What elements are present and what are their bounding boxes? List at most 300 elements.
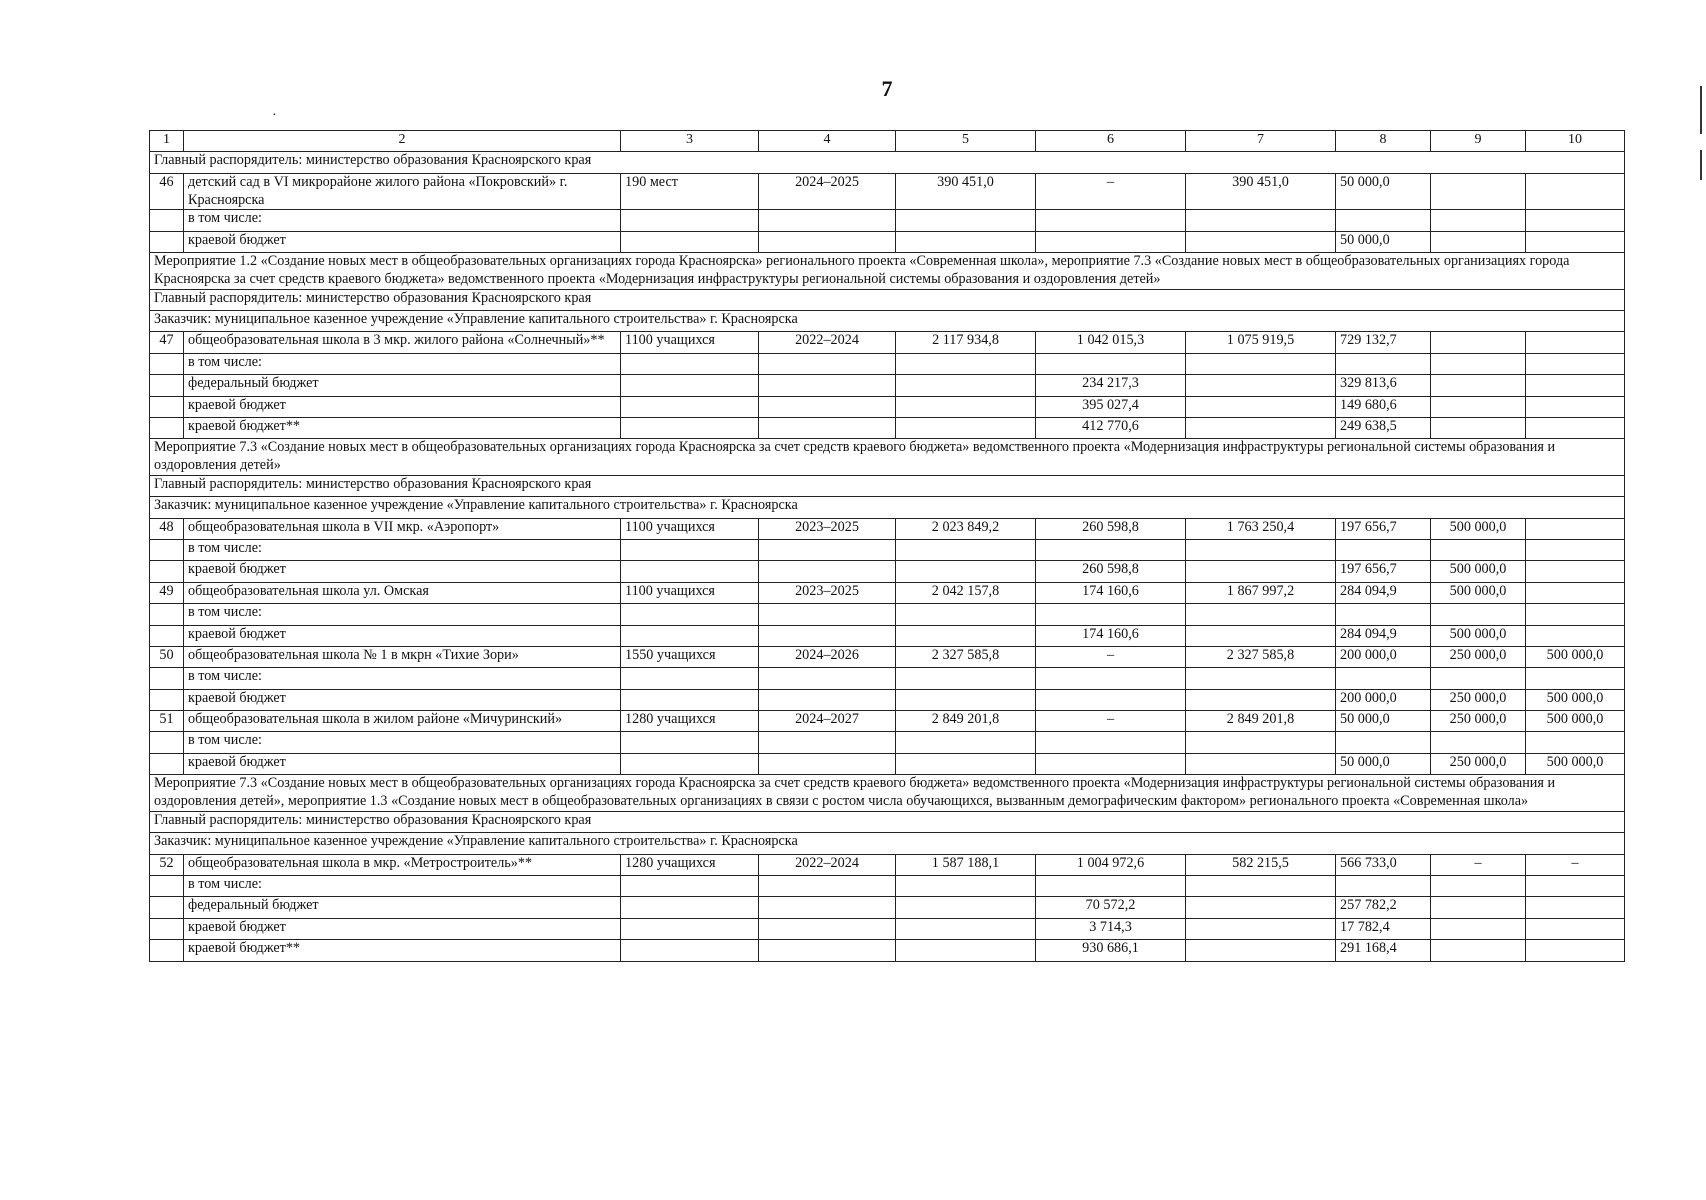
object-number: 49 bbox=[150, 582, 184, 603]
cell-col9: 250 000,0 bbox=[1431, 753, 1526, 774]
cell-col7: 2 327 585,8 bbox=[1186, 646, 1336, 667]
column-number: 4 bbox=[759, 131, 896, 152]
funding-source-label: краевой бюджет bbox=[184, 753, 621, 774]
cell-col6 bbox=[1036, 732, 1186, 753]
cell-col8: 200 000,0 bbox=[1336, 689, 1431, 710]
main-manager-line: Главный распорядитель: министерство образования Красноярского края bbox=[150, 152, 1625, 173]
funding-row bbox=[150, 539, 1625, 560]
cell-col7 bbox=[1186, 604, 1336, 625]
cell-col4 bbox=[759, 604, 896, 625]
cell-col7 bbox=[1186, 918, 1336, 939]
object-capacity: 1550 учащихся bbox=[621, 646, 759, 667]
cell-col10 bbox=[1526, 332, 1625, 353]
object-period: 2024–2026 bbox=[759, 646, 896, 667]
cell-col8: 149 680,6 bbox=[1336, 396, 1431, 417]
cell-col3 bbox=[621, 753, 759, 774]
cell-col10 bbox=[1526, 518, 1625, 539]
object-row bbox=[150, 711, 1625, 732]
cell-col10 bbox=[1526, 604, 1625, 625]
cell-col10 bbox=[1526, 539, 1625, 560]
object-number: 48 bbox=[150, 518, 184, 539]
funding-row bbox=[150, 625, 1625, 646]
funding-row bbox=[150, 689, 1625, 710]
cell-col3 bbox=[621, 689, 759, 710]
cell-col3 bbox=[621, 353, 759, 374]
cell-col9: 250 000,0 bbox=[1431, 689, 1526, 710]
cell-col9 bbox=[1431, 539, 1526, 560]
cell-col7 bbox=[1186, 210, 1336, 231]
row-number-empty bbox=[150, 897, 184, 918]
cell-col5: 2 023 849,2 bbox=[896, 518, 1036, 539]
object-row bbox=[150, 173, 1625, 210]
funding-row bbox=[150, 375, 1625, 396]
cell-col7 bbox=[1186, 732, 1336, 753]
object-period: 2022–2024 bbox=[759, 332, 896, 353]
object-capacity: 1280 учащихся bbox=[621, 854, 759, 875]
cell-col3 bbox=[621, 940, 759, 961]
object-period: 2023–2025 bbox=[759, 582, 896, 603]
funding-source-label: федеральный бюджет bbox=[184, 375, 621, 396]
cell-col5: 2 849 201,8 bbox=[896, 711, 1036, 732]
object-name: общеобразовательная школа № 1 в мкрн «Тихие Зори» bbox=[184, 646, 621, 667]
cell-col6 bbox=[1036, 210, 1186, 231]
cell-col10 bbox=[1526, 396, 1625, 417]
cell-col7 bbox=[1186, 375, 1336, 396]
cell-col6: 3 714,3 bbox=[1036, 918, 1186, 939]
row-number-empty bbox=[150, 604, 184, 625]
cell-col10 bbox=[1526, 668, 1625, 689]
cell-col9 bbox=[1431, 940, 1526, 961]
cell-col8: 257 782,2 bbox=[1336, 897, 1431, 918]
cell-col7 bbox=[1186, 668, 1336, 689]
cell-col8 bbox=[1336, 210, 1431, 231]
responsible-party-row bbox=[150, 497, 1625, 518]
cell-col8: 249 638,5 bbox=[1336, 417, 1431, 438]
page-number: 7 bbox=[881, 76, 893, 101]
cell-col10 bbox=[1526, 231, 1625, 252]
cell-col4 bbox=[759, 940, 896, 961]
cell-col7: 1 075 919,5 bbox=[1186, 332, 1336, 353]
cell-col8: 329 813,6 bbox=[1336, 375, 1431, 396]
cell-col10: 500 000,0 bbox=[1526, 689, 1625, 710]
cell-col6: 930 686,1 bbox=[1036, 940, 1186, 961]
object-name: общеобразовательная школа в 3 мкр. жилого района «Солнечный»** bbox=[184, 332, 621, 353]
row-number-empty bbox=[150, 417, 184, 438]
cell-col8: 50 000,0 bbox=[1336, 173, 1431, 210]
cell-col6: 1 042 015,3 bbox=[1036, 332, 1186, 353]
row-number-empty bbox=[150, 231, 184, 252]
cell-col3 bbox=[621, 732, 759, 753]
cell-col9 bbox=[1431, 173, 1526, 210]
cell-col8: 197 656,7 bbox=[1336, 518, 1431, 539]
cell-col4 bbox=[759, 897, 896, 918]
column-number: 3 bbox=[621, 131, 759, 152]
object-name: общеобразовательная школа в жилом районе «Мичуринский» bbox=[184, 711, 621, 732]
cell-col6: 260 598,8 bbox=[1036, 561, 1186, 582]
cell-col5 bbox=[896, 210, 1036, 231]
cell-col10 bbox=[1526, 732, 1625, 753]
cell-col3 bbox=[621, 375, 759, 396]
funding-row bbox=[150, 231, 1625, 252]
cell-col3 bbox=[621, 625, 759, 646]
funding-row bbox=[150, 353, 1625, 374]
cell-col5 bbox=[896, 561, 1036, 582]
funding-source-label: краевой бюджет** bbox=[184, 417, 621, 438]
cell-col10 bbox=[1526, 375, 1625, 396]
cell-col10 bbox=[1526, 417, 1625, 438]
cell-col6: 174 160,6 bbox=[1036, 582, 1186, 603]
cell-col7 bbox=[1186, 396, 1336, 417]
cell-col8 bbox=[1336, 539, 1431, 560]
object-period: 2022–2024 bbox=[759, 854, 896, 875]
row-number-empty bbox=[150, 918, 184, 939]
object-row bbox=[150, 854, 1625, 875]
main-manager-line: Главный распорядитель: министерство образования Красноярского края bbox=[150, 289, 1625, 310]
cell-col10 bbox=[1526, 582, 1625, 603]
cell-col8: 284 094,9 bbox=[1336, 625, 1431, 646]
object-number: 47 bbox=[150, 332, 184, 353]
activity-note: Мероприятие 7.3 «Создание новых мест в общеобразовательных организациях города Красноярска за счет средств краевого бюджета» ведомственного проекта «Модернизация инфраструктуры региональной системы образования и оздоровления детей» bbox=[150, 439, 1625, 476]
column-number: 2 bbox=[184, 131, 621, 152]
cell-col10 bbox=[1526, 625, 1625, 646]
main-manager-line: Главный распорядитель: министерство образования Красноярского края bbox=[150, 475, 1625, 496]
cell-col7 bbox=[1186, 897, 1336, 918]
cell-col6 bbox=[1036, 231, 1186, 252]
column-number: 5 bbox=[896, 131, 1036, 152]
responsible-party-row bbox=[150, 833, 1625, 854]
cell-col5 bbox=[896, 875, 1036, 896]
cell-col3 bbox=[621, 897, 759, 918]
cell-col9 bbox=[1431, 732, 1526, 753]
cell-col10 bbox=[1526, 561, 1625, 582]
cell-col8: 50 000,0 bbox=[1336, 753, 1431, 774]
cell-col5: 390 451,0 bbox=[896, 173, 1036, 210]
cell-col10: – bbox=[1526, 854, 1625, 875]
cell-col7 bbox=[1186, 417, 1336, 438]
row-number-empty bbox=[150, 561, 184, 582]
cell-col5 bbox=[896, 539, 1036, 560]
cell-col7 bbox=[1186, 231, 1336, 252]
cell-col6 bbox=[1036, 668, 1186, 689]
cell-col5: 2 327 585,8 bbox=[896, 646, 1036, 667]
cell-col6 bbox=[1036, 539, 1186, 560]
cell-col5: 2 042 157,8 bbox=[896, 582, 1036, 603]
cell-col7: 2 849 201,8 bbox=[1186, 711, 1336, 732]
cell-col5 bbox=[896, 753, 1036, 774]
object-row bbox=[150, 518, 1625, 539]
cell-col8: 17 782,4 bbox=[1336, 918, 1431, 939]
cell-col5 bbox=[896, 417, 1036, 438]
cell-col8: 729 132,7 bbox=[1336, 332, 1431, 353]
cell-col7: 1 867 997,2 bbox=[1186, 582, 1336, 603]
main-manager-line: Главный распорядитель: министерство образования Красноярского края bbox=[150, 811, 1625, 832]
customer-line: Заказчик: муниципальное казенное учреждение «Управление капитального строительства» г. Красноярска bbox=[150, 310, 1625, 331]
cell-col10 bbox=[1526, 875, 1625, 896]
column-number: 8 bbox=[1336, 131, 1431, 152]
funding-source-label: в том числе: bbox=[184, 668, 621, 689]
cell-col9 bbox=[1431, 375, 1526, 396]
cell-col7: 582 215,5 bbox=[1186, 854, 1336, 875]
cell-col10: 500 000,0 bbox=[1526, 711, 1625, 732]
cell-col6: – bbox=[1036, 711, 1186, 732]
cell-col9 bbox=[1431, 353, 1526, 374]
cell-col4 bbox=[759, 732, 896, 753]
funding-row bbox=[150, 210, 1625, 231]
cell-col9 bbox=[1431, 668, 1526, 689]
cell-col8 bbox=[1336, 353, 1431, 374]
funding-source-label: краевой бюджет bbox=[184, 918, 621, 939]
activity-note-row bbox=[150, 253, 1625, 290]
cell-col7 bbox=[1186, 689, 1336, 710]
cell-col9 bbox=[1431, 231, 1526, 252]
object-row bbox=[150, 646, 1625, 667]
funding-source-label: в том числе: bbox=[184, 539, 621, 560]
funding-row bbox=[150, 668, 1625, 689]
object-number: 51 bbox=[150, 711, 184, 732]
cell-col8 bbox=[1336, 732, 1431, 753]
funding-row bbox=[150, 417, 1625, 438]
cell-col9 bbox=[1431, 918, 1526, 939]
cell-col7 bbox=[1186, 753, 1336, 774]
cell-col6: 412 770,6 bbox=[1036, 417, 1186, 438]
object-name: общеобразовательная школа в VII мкр. «Аэропорт» bbox=[184, 518, 621, 539]
cell-col9 bbox=[1431, 604, 1526, 625]
cell-col3 bbox=[621, 561, 759, 582]
cell-col5 bbox=[896, 689, 1036, 710]
cell-col5: 2 117 934,8 bbox=[896, 332, 1036, 353]
cell-col10 bbox=[1526, 918, 1625, 939]
object-capacity: 1100 учащихся bbox=[621, 518, 759, 539]
object-period: 2024–2025 bbox=[759, 173, 896, 210]
cell-col10: 500 000,0 bbox=[1526, 646, 1625, 667]
funding-source-label: в том числе: bbox=[184, 353, 621, 374]
cell-col10 bbox=[1526, 897, 1625, 918]
cell-col8 bbox=[1336, 604, 1431, 625]
cell-col10 bbox=[1526, 173, 1625, 210]
cell-col4 bbox=[759, 231, 896, 252]
object-row bbox=[150, 582, 1625, 603]
cell-col8: 284 094,9 bbox=[1336, 582, 1431, 603]
cell-col3 bbox=[621, 396, 759, 417]
object-number: 46 bbox=[150, 173, 184, 210]
responsible-party-row bbox=[150, 475, 1625, 496]
cell-col5 bbox=[896, 918, 1036, 939]
funding-source-label: в том числе: bbox=[184, 875, 621, 896]
cell-col6 bbox=[1036, 353, 1186, 374]
cell-col4 bbox=[759, 668, 896, 689]
funding-row bbox=[150, 875, 1625, 896]
row-number-empty bbox=[150, 210, 184, 231]
cell-col7: 390 451,0 bbox=[1186, 173, 1336, 210]
cell-col6 bbox=[1036, 753, 1186, 774]
funding-row bbox=[150, 918, 1625, 939]
budget-table bbox=[149, 130, 1625, 962]
funding-source-label: краевой бюджет bbox=[184, 625, 621, 646]
cell-col7 bbox=[1186, 940, 1336, 961]
cell-col5: 1 587 188,1 bbox=[896, 854, 1036, 875]
row-number-empty bbox=[150, 375, 184, 396]
cell-col6: 260 598,8 bbox=[1036, 518, 1186, 539]
cell-col5 bbox=[896, 668, 1036, 689]
cell-col4 bbox=[759, 561, 896, 582]
cell-col3 bbox=[621, 668, 759, 689]
cell-col5 bbox=[896, 375, 1036, 396]
funding-source-label: в том числе: bbox=[184, 210, 621, 231]
funding-source-label: в том числе: bbox=[184, 732, 621, 753]
funding-source-label: краевой бюджет bbox=[184, 396, 621, 417]
cell-col3 bbox=[621, 231, 759, 252]
object-name: общеобразовательная школа в мкр. «Метростроитель»** bbox=[184, 854, 621, 875]
column-number: 10 bbox=[1526, 131, 1625, 152]
row-number-empty bbox=[150, 539, 184, 560]
cell-col6: – bbox=[1036, 646, 1186, 667]
cell-col8: 197 656,7 bbox=[1336, 561, 1431, 582]
cell-col10: 500 000,0 bbox=[1526, 753, 1625, 774]
cell-col6: 234 217,3 bbox=[1036, 375, 1186, 396]
object-row bbox=[150, 332, 1625, 353]
activity-note-row bbox=[150, 439, 1625, 476]
cell-col9: 500 000,0 bbox=[1431, 518, 1526, 539]
cell-col8: 291 168,4 bbox=[1336, 940, 1431, 961]
object-capacity: 1100 учащихся bbox=[621, 332, 759, 353]
scan-edge-mark bbox=[1700, 86, 1702, 134]
cell-col8: 200 000,0 bbox=[1336, 646, 1431, 667]
cell-col4 bbox=[759, 918, 896, 939]
cell-col5 bbox=[896, 897, 1036, 918]
cell-col9 bbox=[1431, 875, 1526, 896]
cell-col6: 174 160,6 bbox=[1036, 625, 1186, 646]
cell-col5 bbox=[896, 353, 1036, 374]
cell-col4 bbox=[759, 396, 896, 417]
cell-col9: – bbox=[1431, 854, 1526, 875]
row-number-empty bbox=[150, 940, 184, 961]
row-number-empty bbox=[150, 668, 184, 689]
cell-col9: 250 000,0 bbox=[1431, 646, 1526, 667]
cell-col5 bbox=[896, 604, 1036, 625]
responsible-party-row bbox=[150, 310, 1625, 331]
scan-speck: · bbox=[272, 108, 277, 123]
responsible-party-row bbox=[150, 289, 1625, 310]
cell-col6: 395 027,4 bbox=[1036, 396, 1186, 417]
activity-note: Мероприятие 1.2 «Создание новых мест в общеобразовательных организациях города Красноярска» регионального проекта «Современная школа», мероприятие 7.3 «Создание новых мест в общеобразовательных организациях города Красноярска за счет средств краевого бюджета» ведомственного проекта «Модернизация инфраструктуры региональной системы образования и оздоровления детей» bbox=[150, 253, 1625, 290]
cell-col8 bbox=[1336, 668, 1431, 689]
row-number-empty bbox=[150, 753, 184, 774]
responsible-party-row bbox=[150, 811, 1625, 832]
cell-col8: 50 000,0 bbox=[1336, 711, 1431, 732]
row-number-empty bbox=[150, 353, 184, 374]
cell-col3 bbox=[621, 417, 759, 438]
object-capacity: 1280 учащихся bbox=[621, 711, 759, 732]
funding-row bbox=[150, 561, 1625, 582]
funding-source-label: в том числе: bbox=[184, 604, 621, 625]
funding-row bbox=[150, 940, 1625, 961]
cell-col6: 1 004 972,6 bbox=[1036, 854, 1186, 875]
funding-row bbox=[150, 732, 1625, 753]
customer-line: Заказчик: муниципальное казенное учреждение «Управление капитального строительства» г. Красноярска bbox=[150, 833, 1625, 854]
funding-source-label: краевой бюджет bbox=[184, 231, 621, 252]
object-period: 2023–2025 bbox=[759, 518, 896, 539]
activity-note-row bbox=[150, 775, 1625, 812]
cell-col4 bbox=[759, 417, 896, 438]
cell-col5 bbox=[896, 940, 1036, 961]
cell-col8 bbox=[1336, 875, 1431, 896]
cell-col9 bbox=[1431, 332, 1526, 353]
object-number: 50 bbox=[150, 646, 184, 667]
row-number-empty bbox=[150, 396, 184, 417]
cell-col9: 250 000,0 bbox=[1431, 711, 1526, 732]
cell-col5 bbox=[896, 231, 1036, 252]
column-number: 1 bbox=[150, 131, 184, 152]
cell-col8: 50 000,0 bbox=[1336, 231, 1431, 252]
cell-col5 bbox=[896, 396, 1036, 417]
table-body bbox=[150, 131, 1625, 962]
cell-col7: 1 763 250,4 bbox=[1186, 518, 1336, 539]
activity-note: Мероприятие 7.3 «Создание новых мест в общеобразовательных организациях города Красноярска за счет средств краевого бюджета» ведомственного проекта «Модернизация инфраструктуры региональной системы образования и оздоровления детей», мероприятие 1.3 «Создание новых мест в общеобразовательных организациях в связи с ростом числа обучающихся, вызванным демографическим фактором» регионального проекта «Современная школа» bbox=[150, 775, 1625, 812]
funding-row bbox=[150, 897, 1625, 918]
cell-col7 bbox=[1186, 625, 1336, 646]
cell-col4 bbox=[759, 875, 896, 896]
column-number-row bbox=[150, 131, 1625, 152]
cell-col9 bbox=[1431, 417, 1526, 438]
cell-col4 bbox=[759, 625, 896, 646]
row-number-empty bbox=[150, 689, 184, 710]
row-number-empty bbox=[150, 875, 184, 896]
responsible-party-row bbox=[150, 152, 1625, 173]
scan-edge-mark bbox=[1700, 150, 1702, 180]
cell-col7 bbox=[1186, 875, 1336, 896]
cell-col6 bbox=[1036, 604, 1186, 625]
column-number: 7 bbox=[1186, 131, 1336, 152]
cell-col3 bbox=[621, 604, 759, 625]
cell-col7 bbox=[1186, 539, 1336, 560]
cell-col5 bbox=[896, 732, 1036, 753]
object-period: 2024–2027 bbox=[759, 711, 896, 732]
cell-col9 bbox=[1431, 396, 1526, 417]
cell-col9: 500 000,0 bbox=[1431, 582, 1526, 603]
cell-col4 bbox=[759, 753, 896, 774]
cell-col3 bbox=[621, 210, 759, 231]
funding-row bbox=[150, 753, 1625, 774]
funding-source-label: краевой бюджет bbox=[184, 689, 621, 710]
cell-col6 bbox=[1036, 689, 1186, 710]
cell-col4 bbox=[759, 539, 896, 560]
cell-col10 bbox=[1526, 940, 1625, 961]
cell-col10 bbox=[1526, 353, 1625, 374]
cell-col8: 566 733,0 bbox=[1336, 854, 1431, 875]
cell-col4 bbox=[759, 353, 896, 374]
cell-col7 bbox=[1186, 353, 1336, 374]
column-number: 6 bbox=[1036, 131, 1186, 152]
cell-col4 bbox=[759, 375, 896, 396]
cell-col6: – bbox=[1036, 173, 1186, 210]
funding-row bbox=[150, 396, 1625, 417]
cell-col3 bbox=[621, 918, 759, 939]
cell-col10 bbox=[1526, 210, 1625, 231]
object-capacity: 190 мест bbox=[621, 173, 759, 210]
funding-source-label: краевой бюджет** bbox=[184, 940, 621, 961]
cell-col9 bbox=[1431, 210, 1526, 231]
funding-source-label: краевой бюджет bbox=[184, 561, 621, 582]
object-name: детский сад в VI микрорайоне жилого района «Покровский» г. Красноярска bbox=[184, 173, 621, 210]
row-number-empty bbox=[150, 625, 184, 646]
cell-col3 bbox=[621, 875, 759, 896]
funding-source-label: федеральный бюджет bbox=[184, 897, 621, 918]
cell-col9: 500 000,0 bbox=[1431, 561, 1526, 582]
object-number: 52 bbox=[150, 854, 184, 875]
cell-col5 bbox=[896, 625, 1036, 646]
cell-col6 bbox=[1036, 875, 1186, 896]
cell-col7 bbox=[1186, 561, 1336, 582]
